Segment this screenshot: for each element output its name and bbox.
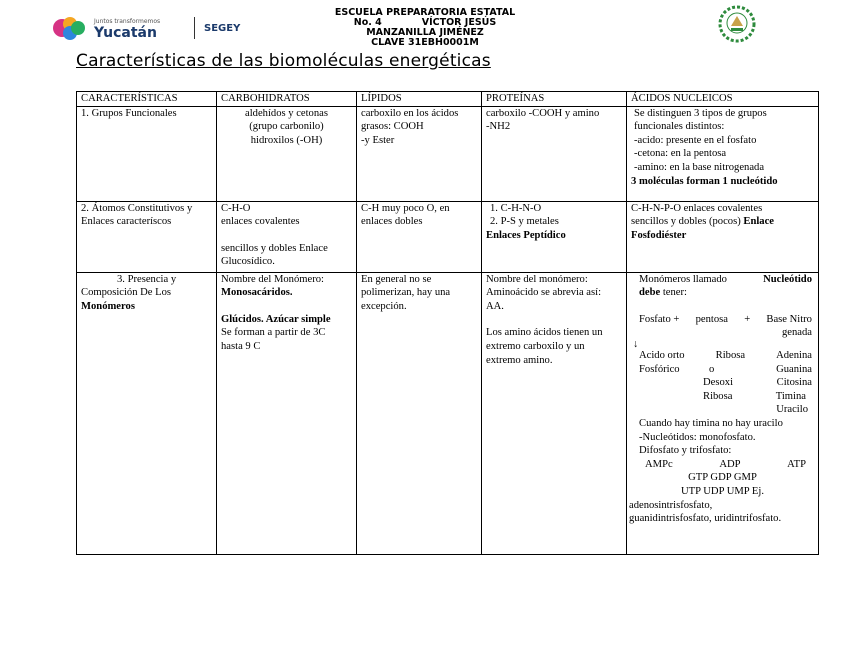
table-row xyxy=(77,272,819,554)
school-name-1: VÍCTOR JESÚS xyxy=(421,17,497,28)
biomolecules-table xyxy=(76,91,819,555)
table-row xyxy=(77,106,819,201)
table-header-row xyxy=(77,92,819,107)
page-title: Características de las biomoléculas energéticas xyxy=(76,51,491,71)
table-row xyxy=(77,201,819,272)
school-number: No. 4 xyxy=(353,17,382,28)
cell-prot-atomos: 1. C-H-N-O 2. P-S y metales Enlaces Peptídico xyxy=(482,201,627,272)
header-lipidos: LÍPIDOS xyxy=(357,92,482,107)
header-acidos-nucleicos: ÁCIDOS NUCLEICOS xyxy=(627,92,819,107)
header-proteinas: PROTEÍNAS xyxy=(482,92,627,107)
cell-acidos-grupos: Se distinguen 3 tipos de grupos funcionales distintos: -acido: presente en el fosfato -cetona: en la pentosa -amino: en la base nitrogenada 3 moléculas forman 1 nucleótido xyxy=(627,106,819,201)
school-line-1: ESCUELA PREPARATORIA ESTATAL xyxy=(334,7,516,18)
cell-lip-grupos: carboxilo en los ácidos grasos: COOH -y Ester xyxy=(357,106,482,201)
school-name-block xyxy=(300,7,550,48)
logo-segey: SEGEY xyxy=(204,23,241,34)
cell-prot-monomeros: Nombre del monómero: Aminoácido se abrevia así: AA. Los amino ácidos tienen un extremo carboxilo y un extremo amino. xyxy=(482,272,627,554)
cell-carb-monomeros: Nombre del Monómero: Monosacáridos. Glúcidos. Azúcar simple Se forman a partir de 3C hasta 9 C xyxy=(217,272,357,554)
document-header xyxy=(0,0,848,50)
school-line-4: CLAVE 31EBH0001M xyxy=(371,37,479,48)
header-caracteristicas: CARACTERÍSTICAS xyxy=(77,92,217,107)
school-crest-logo xyxy=(709,4,765,44)
cell-lip-monomeros: En general no se polimerizan, hay una excepción. xyxy=(357,272,482,554)
cell-acidos-monomeros: Monómeros llamado Nucleótido debe tener: Fosfato + pentosa + Base Nitro genada ↓ Acido orto Ribosa Adenina Fosfórico o Guanina Desoxi Citosina Ribosa Timina Uracilo Cuando hay timina no hay uracilo -Nucleótidos: monofosfato. Difosfato y trifosfato: AMPc ADP ATP GTP GDP GMP UTP UDP UMP Ej. adenosintrisfosfato, guanidintrisfosfato, uridintrifosfato. xyxy=(627,272,819,554)
down-arrow-icon: ↓ xyxy=(633,338,639,350)
cell-atomos: 2. Átomos Constitutivos y Enlaces caracteríscos xyxy=(77,201,217,272)
header-carbohidratos: CARBOHIDRATOS xyxy=(217,92,357,107)
cell-carb-atomos: C-H-O enlaces covalentes sencillos y dobles Enlace Glucosídico. xyxy=(217,201,357,272)
logo-yucatan: Yucatán xyxy=(94,25,157,41)
cell-lip-atomos: C-H muy poco O, en enlaces dobles xyxy=(357,201,482,272)
yucatan-segey-logo xyxy=(52,14,272,42)
cell-carb-grupos: aldehídos y cetonas (grupo carbonilo) hidroxilos (-OH) xyxy=(217,106,357,201)
school-name-2: MANZANILLA JIMÉNEZ xyxy=(366,27,484,38)
logo-tagline: Juntos transformemos xyxy=(94,18,161,25)
cell-grupos-funcionales: 1. Grupos Funcionales xyxy=(77,106,217,201)
cell-monomeros: 3. Presencia y Composición De Los Monómeros xyxy=(77,272,217,554)
cell-prot-grupos: carboxilo -COOH y amino -NH2 xyxy=(482,106,627,201)
cell-acidos-atomos: C-H-N-P-O enlaces covalentes sencillos y dobles (pocos) Enlace Fosfodiéster xyxy=(627,201,819,272)
